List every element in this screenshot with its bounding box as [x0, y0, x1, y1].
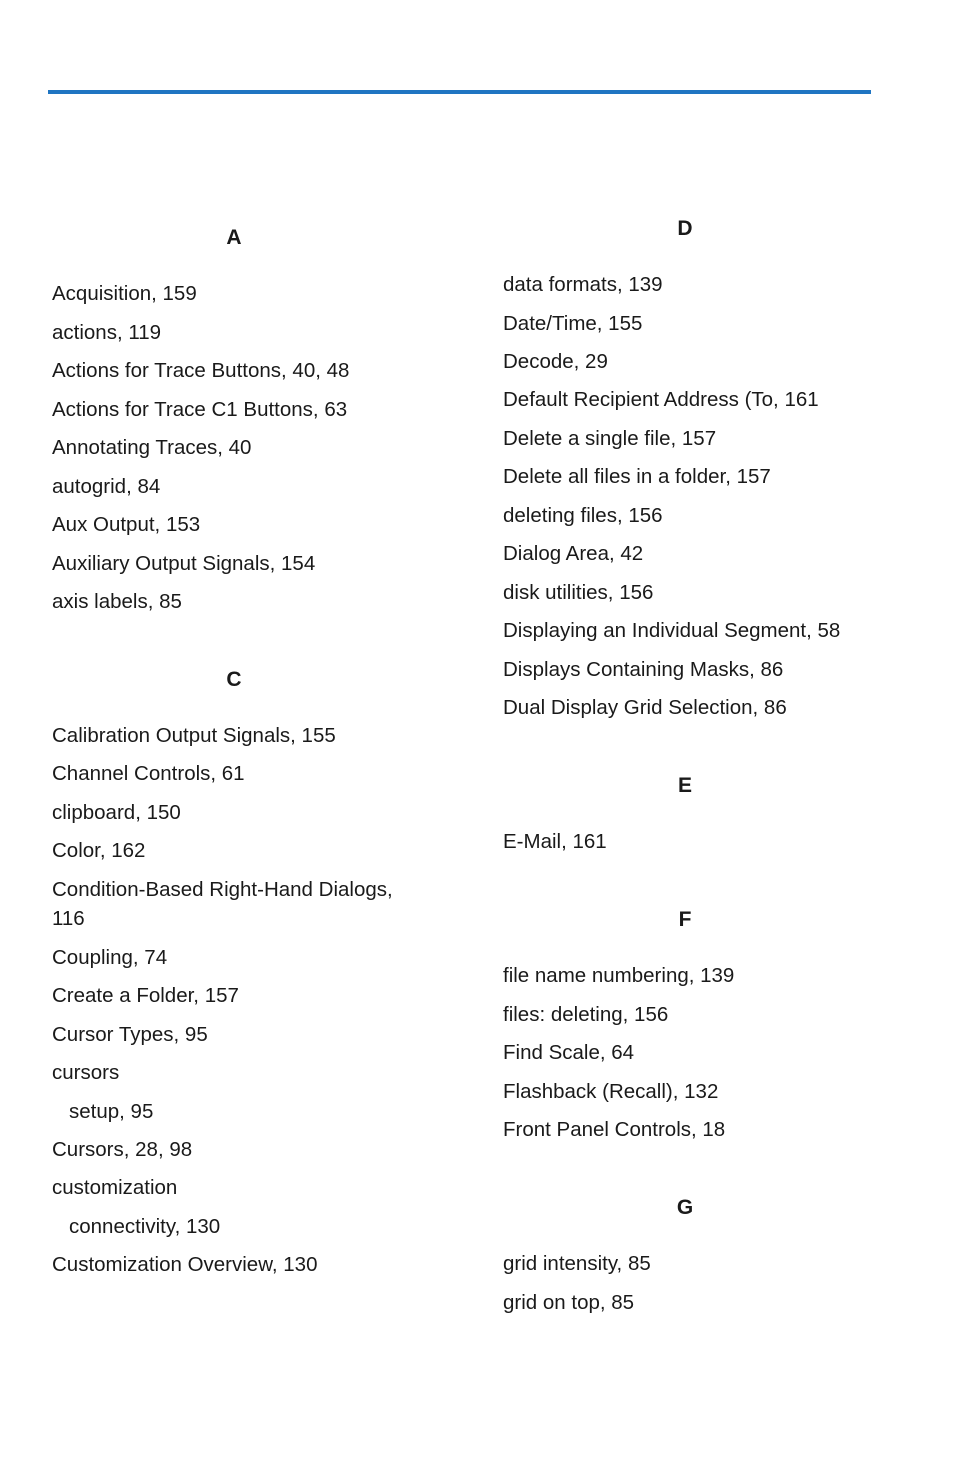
section-heading-e: E [677, 774, 692, 797]
index-entry: Delete a single file, 157 [503, 427, 717, 450]
index-entry: files: deleting, 156 [503, 1003, 669, 1026]
index-entry: Actions for Trace Buttons, 40, 48 [52, 359, 350, 382]
index-entry: Cursor Types, 95 [52, 1023, 208, 1046]
index-entry: cursors [52, 1061, 120, 1084]
index-entry: clipboard, 150 [52, 801, 181, 824]
section-heading-f: F [678, 908, 692, 931]
index-entry: actions, 119 [52, 321, 162, 344]
section-heading-c: C [226, 668, 242, 691]
index-entry: autogrid, 84 [52, 475, 161, 498]
index-entry: Find Scale, 64 [503, 1041, 635, 1064]
index-entry: E-Mail, 161 [503, 830, 607, 853]
index-entry: Dialog Area, 42 [503, 542, 644, 565]
index-entry: Create a Folder, 157 [52, 984, 239, 1007]
section-heading-a: A [226, 226, 242, 249]
index-entry: Date/Time, 155 [503, 312, 643, 335]
index-entry: Aux Output, 153 [52, 513, 201, 536]
section-heading-d: D [677, 217, 693, 240]
index-entry: Delete all files in a folder, 157 [503, 465, 771, 488]
index-entry: data formats, 139 [503, 273, 663, 296]
index-entry: Coupling, 74 [52, 946, 168, 969]
index-entry: Displaying an Individual Segment, 58 [503, 619, 841, 642]
section-heading-g: G [676, 1196, 694, 1219]
index-entry: Front Panel Controls, 18 [503, 1118, 726, 1141]
index-entry: Channel Controls, 61 [52, 762, 245, 785]
index-entry: customization [52, 1176, 178, 1199]
index-entry: Decode, 29 [503, 350, 608, 373]
index-entry: disk utilities, 156 [503, 581, 654, 604]
index-entry: grid intensity, 85 [503, 1252, 651, 1275]
index-entry: Displays Containing Masks, 86 [503, 658, 784, 681]
header-rule [48, 90, 871, 94]
index-entry: Flashback (Recall), 132 [503, 1080, 719, 1103]
index-entry: Auxiliary Output Signals, 154 [52, 552, 316, 575]
index-entry: Dual Display Grid Selection, 86 [503, 696, 787, 719]
index-subentry: setup, 95 [69, 1100, 154, 1123]
index-entry: axis labels, 85 [52, 590, 182, 613]
index-entry: Default Recipient Address (To, 161 [503, 388, 819, 411]
index-entry: grid on top, 85 [503, 1291, 635, 1314]
index-entry: Actions for Trace C1 Buttons, 63 [52, 398, 348, 421]
index-subentry: connectivity, 130 [69, 1215, 221, 1238]
index-entry: Acquisition, 159 [52, 282, 197, 305]
index-entry: Calibration Output Signals, 155 [52, 724, 336, 747]
index-entry: Annotating Traces, 40 [52, 436, 252, 459]
index-entry: Condition-Based Right-Hand Dialogs, 116 [52, 878, 393, 930]
index-entry: file name numbering, 139 [503, 964, 735, 987]
index-entry: Cursors, 28, 98 [52, 1138, 193, 1161]
index-entry: Customization Overview, 130 [52, 1253, 318, 1276]
index-entry: Color, 162 [52, 839, 146, 862]
index-entry: deleting files, 156 [503, 504, 663, 527]
